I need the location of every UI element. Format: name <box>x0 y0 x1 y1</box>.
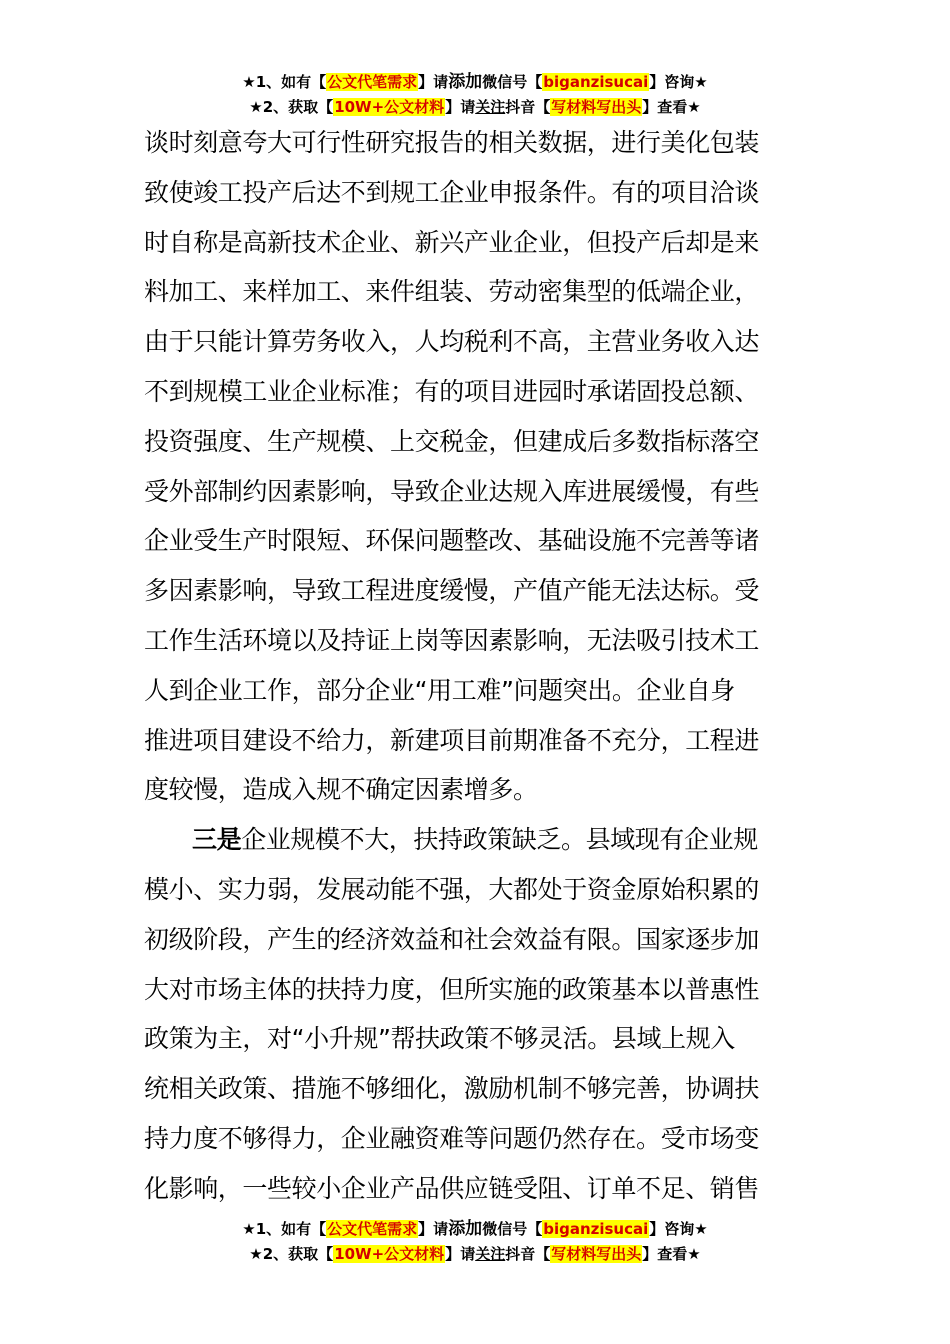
banner-text: 】查看★ <box>642 98 701 116</box>
document-body <box>144 118 824 1214</box>
banner-highlight: 10W+公文材料 <box>334 98 445 116</box>
banner-highlight: 公文代笔需求 <box>327 73 418 91</box>
text-line: 谈时刻意夸大可行性研究报告的相关数据，进行美化包装 <box>144 128 760 157</box>
banner-line-1 <box>0 1217 950 1242</box>
footer-banner <box>0 1217 950 1267</box>
text-line: 时自称是高新技术企业、新兴产业企业，但投产后却是来 <box>144 227 760 257</box>
text-line: 受外部制约因素影响，导致企业达规入库进展缓慢，有些 <box>144 476 760 506</box>
banner-line-1 <box>0 70 950 95</box>
paragraph-start <box>144 815 824 865</box>
banner-text: ★2、获取【 <box>249 98 334 116</box>
banner-text: 】咨询★ <box>649 1220 708 1238</box>
text-line: 料加工、来样加工、来件组装、劳动密集型的低端企业， <box>144 277 760 307</box>
banner-text: ★2、获取【 <box>249 1245 334 1263</box>
header-banner <box>0 70 950 120</box>
text-line: 政策为主，对“小升规”帮扶政策不够灵活。县域上规入 <box>144 1024 735 1054</box>
text-line: 工作生活环境以及持证上岗等因素影响，无法吸引技术工 <box>144 625 760 655</box>
text-line: 持力度不够得力，企业融资难等问题仍然存在。受市场变 <box>144 1123 760 1153</box>
text-line: 致使竣工投产后达不到规工企业申报条件。有的项目洽谈 <box>144 177 760 207</box>
banner-text: 】请 <box>418 1220 449 1238</box>
text-line: 初级阶段，产生的经济效益和社会效益有限。国家逐步加 <box>144 924 760 954</box>
text-line: 推进项目建设不给力，新建项目前期准备不充分，工程进 <box>144 725 760 755</box>
text-line: 化影响，一些较小企业产品供应链受阻、订单不足、销售 <box>144 1173 760 1203</box>
banner-text: 抖音【 <box>505 1245 551 1263</box>
banner-line-2 <box>0 1242 950 1267</box>
paragraph-lead: 三是 <box>192 825 242 855</box>
banner-text: 】请 <box>418 73 449 91</box>
text-line: 模小、实力弱，发展动能不强，大都处于资金原始积累的 <box>144 874 760 904</box>
text-line: 统相关政策、措施不够细化，激励机制不够完善，协调扶 <box>144 1074 760 1104</box>
text-line: 度较慢，造成入规不确定因素增多。 <box>144 775 538 805</box>
banner-highlight: 10W+公文材料 <box>334 1245 445 1263</box>
banner-emphasis: 关注 <box>475 98 506 116</box>
banner-text: 】请 <box>445 1245 476 1263</box>
banner-text: 】请 <box>445 98 476 116</box>
banner-douyin-id: 写材料写出头 <box>551 1245 642 1263</box>
banner-text: 抖音【 <box>505 98 551 116</box>
text-line: 由于只能计算劳务收入，人均税利不高，主营业务收入达 <box>144 327 760 357</box>
banner-emphasis: 关注 <box>475 1245 506 1263</box>
banner-text: 微信号【 <box>482 1220 543 1238</box>
banner-wechat-id: biganzisucai <box>543 73 649 91</box>
banner-highlight: 公文代笔需求 <box>327 1220 418 1238</box>
banner-wechat-id: biganzisucai <box>543 1220 649 1238</box>
banner-text: 微信号【 <box>482 73 543 91</box>
banner-emphasis: 添加 <box>448 1219 483 1239</box>
paragraph-first-line: 企业规模不大，扶持政策缺乏。县域现有企业规 <box>241 825 758 855</box>
banner-text: 】咨询★ <box>649 73 708 91</box>
text-line: 多因素影响，导致工程进度缓慢，产值产能无法达标。受 <box>144 576 760 606</box>
text-line: 不到规模工业企业标准；有的项目进园时承诺固投总额、 <box>144 376 760 406</box>
text-line: 大对市场主体的扶持力度，但所实施的政策基本以普惠性 <box>144 974 760 1004</box>
banner-line-2 <box>0 95 950 120</box>
banner-text: ★1、如有【 <box>242 73 327 91</box>
banner-text: 】查看★ <box>642 1245 701 1263</box>
text-line: 投资强度、生产规模、上交税金，但建成后多数指标落空 <box>144 426 760 456</box>
banner-emphasis: 添加 <box>448 72 483 92</box>
banner-douyin-id: 写材料写出头 <box>551 98 642 116</box>
text-line: 企业受生产时限短、环保问题整改、基础设施不完善等诸 <box>144 526 760 556</box>
banner-text: ★1、如有【 <box>242 1220 327 1238</box>
text-line: 人到企业工作，部分企业“用工难”问题突出。企业自身 <box>144 675 735 705</box>
